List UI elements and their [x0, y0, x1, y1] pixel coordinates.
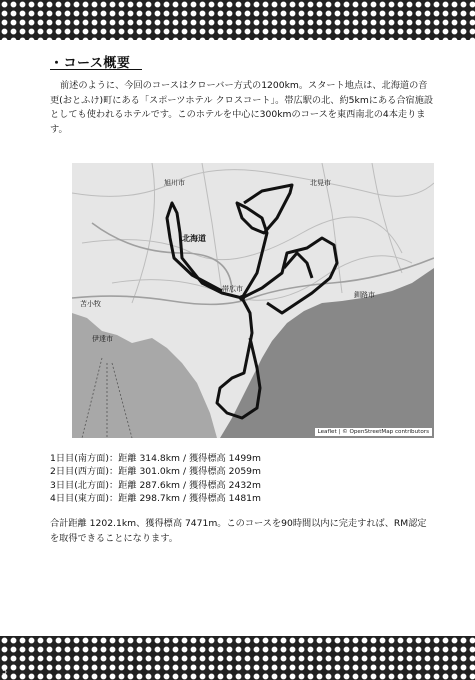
label-tomakomai: 苫小牧 [80, 300, 101, 308]
label-date: 伊達市 [92, 335, 113, 343]
label-kushiro: 釧路市 [354, 291, 375, 299]
heading-underline [50, 69, 142, 70]
day-row-1: 1日目(南方面)：距離 314.8km / 獲得標高 1499m [50, 453, 261, 464]
summary-paragraph: 合計距離 1202.1km、獲得標高 7471m。このコースを90時間以内に完走すれば、RM認定を取得できることになります。 [50, 518, 427, 544]
label-obihiro: 帯広市 [222, 285, 243, 293]
map-attribution[interactable]: Leaflet | © OpenStreetMap contributors [315, 428, 432, 436]
label-kitami: 北見市 [310, 179, 331, 187]
day-list [50, 452, 261, 505]
page-number: 5 [2, 667, 8, 676]
course-map [72, 163, 434, 438]
top-border-pattern [0, 0, 475, 40]
intro-paragraph: 前述のように、今回のコースはクローバー方式の1200km。スタート地点は、北海道の音更(おとふけ)町にある「スポーツホテル クロスコート」。帯広駅の北、約5kmにある合宿施設としても使われるホテルです。このホテルを中心に300kmのコースを東西南北の4本走ります。 [50, 80, 434, 135]
day-row-2: 2日目(西方面)：距離 301.0km / 獲得標高 2059m [50, 466, 261, 478]
label-asahikawa: 旭川市 [164, 179, 185, 187]
section-heading: ・コース概要 [50, 52, 130, 71]
bottom-border-pattern [0, 636, 475, 680]
day-row-3: 3日目(北方面)：距離 287.6km / 獲得標高 2432m [50, 479, 261, 491]
label-hokkaido: 北海道 [182, 234, 206, 243]
day-row-4: 4日目(東方面)：距離 298.7km / 獲得標高 1481m [50, 492, 261, 504]
